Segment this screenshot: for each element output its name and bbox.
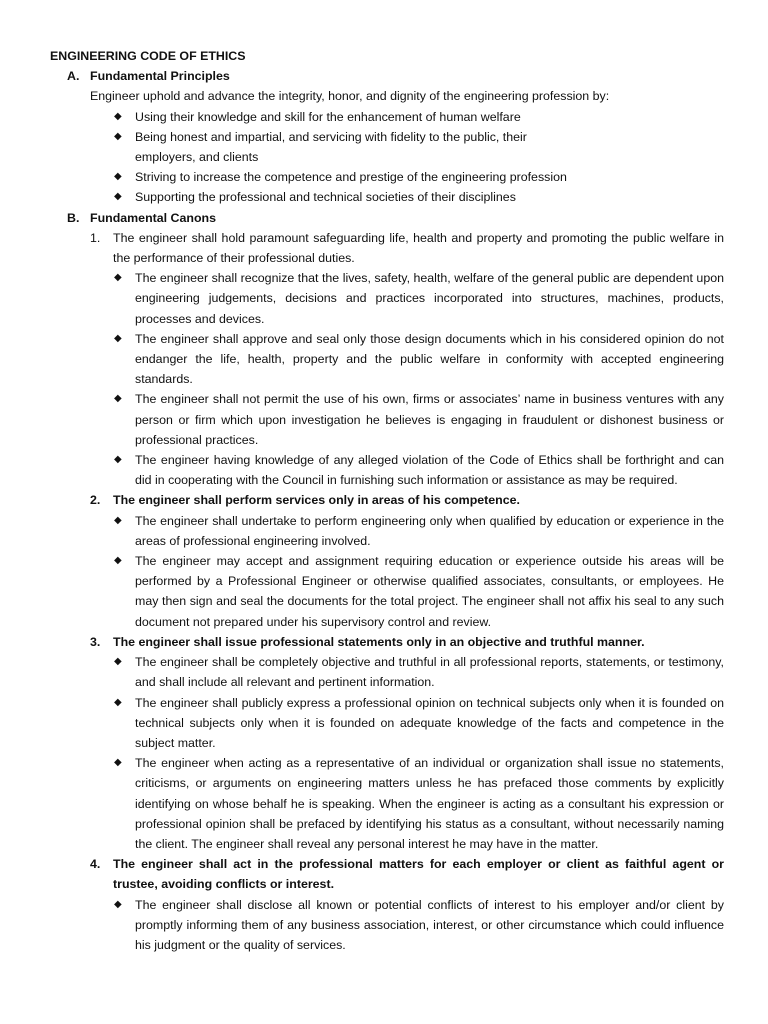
canon-1-list — [0, 268, 768, 490]
list-item: ◆ Being honest and impartial, and servicing with fidelity to the public, their employers, and clients — [135, 127, 568, 167]
list-item: ◆ The engineer shall not permit the use of his own, firms or associates’ name in business ventures with any person or firm which upon investigation he believes is engaging in fraudulent or dishonest business or professional practices. — [135, 389, 724, 450]
canon-1 — [90, 228, 724, 268]
canon-number: 4. — [90, 857, 101, 872]
canon-text: The engineer shall hold paramount safeguarding life, health and property and promoting the public welfare in the performance of their professional duties. — [113, 230, 724, 266]
document-page — [0, 46, 768, 955]
list-item: ◆ The engineer having knowledge of any alleged violation of the Code of Ethics shall be forthright and can did in cooperating with the Council in furnishing such information or assistance as may be required. — [135, 450, 724, 490]
list-item: ◆ Striving to increase the competence and prestige of the engineering profession — [135, 167, 568, 187]
diamond-bullet-icon: ◆ — [114, 514, 122, 526]
canon-number: 1. — [90, 230, 101, 245]
diamond-bullet-icon: ◆ — [114, 110, 122, 122]
list-item: ◆ The engineer when acting as a representative of an individual or organization shall issue no statements, criticisms, or arguments on engineering matters unless he has prefaced those comments by explicitly identifying on whose behalf he is speaking. When the engineer is acting as a consultant his expression or professional opinion shall be prefaced by identifying his status as a consultant, without necessarily naming the client. The engineer shall reveal any personal interest he may have in the matter. — [135, 753, 724, 854]
diamond-bullet-icon: ◆ — [114, 191, 122, 203]
diamond-bullet-icon: ◆ — [114, 130, 122, 142]
list-item: ◆ The engineer shall approve and seal only those design documents which in his considered opinion do not endanger the life, health, property and the public welfare in conformity with accepted engineering standards. — [135, 329, 724, 390]
section-a-title: Fundamental Principles — [90, 69, 230, 84]
section-a-intro: Engineer uphold and advance the integrity, honor, and dignity of the engineering profession by: — [90, 89, 610, 104]
section-a-heading — [67, 66, 768, 86]
diamond-bullet-icon: ◆ — [114, 332, 122, 344]
canon-2 — [90, 490, 724, 510]
canon-4-list — [0, 895, 768, 956]
list-item: ◆ The engineer may accept and assignment requiring education or experience outside his areas will be performed by a Professional Engineer or otherwise qualified associates, consultants, or employees. He may then sign and seal the documents for the total project. The engineer shall not affix his seal to any such document not prepared under his supervisory control and review. — [135, 551, 724, 632]
canon-3-list — [0, 652, 768, 854]
canon-text: The engineer shall act in the professional matters for each employer or client as faithful agent or trustee, avoiding conflicts or interest. — [113, 857, 724, 892]
diamond-bullet-icon: ◆ — [114, 272, 122, 284]
diamond-bullet-icon: ◆ — [114, 656, 122, 668]
diamond-bullet-icon: ◆ — [114, 393, 122, 405]
principles-list — [0, 107, 768, 208]
section-a-marker: A. — [67, 69, 80, 84]
section-b-heading — [67, 208, 768, 228]
canon-text: The engineer shall issue professional statements only in an objective and truthful manner. — [113, 634, 645, 649]
list-item: ◆ The engineer shall undertake to perform engineering only when qualified by education or experience in the areas of professional engineering involved. — [135, 511, 724, 551]
diamond-bullet-icon: ◆ — [114, 555, 122, 567]
diamond-bullet-icon: ◆ — [114, 696, 122, 708]
list-item: ◆ The engineer shall publicly express a professional opinion on technical subjects only when it is founded on technical subjects only when it is founded on adequate knowledge of the facts and competence in the subject matter. — [135, 693, 724, 754]
canon-number: 3. — [90, 634, 101, 649]
canon-text: The engineer shall perform services only in areas of his competence. — [113, 493, 520, 508]
list-item: ◆ The engineer shall be completely objective and truthful in all professional reports, statements, or testimony, and shall include all relevant and pertinent information. — [135, 652, 724, 692]
canon-4 — [90, 854, 724, 894]
list-item: ◆ Supporting the professional and technical societies of their disciplines — [135, 187, 568, 207]
diamond-bullet-icon: ◆ — [114, 757, 122, 769]
diamond-bullet-icon: ◆ — [114, 898, 122, 910]
document-title: ENGINEERING CODE OF ETHICS — [50, 49, 246, 63]
canon-2-list — [0, 511, 768, 632]
section-b-marker: B. — [67, 210, 80, 225]
diamond-bullet-icon: ◆ — [114, 171, 122, 183]
canon-number: 2. — [90, 493, 101, 508]
section-b-title: Fundamental Canons — [90, 210, 216, 225]
canon-3 — [90, 632, 724, 652]
list-item: ◆ The engineer shall disclose all known or potential conflicts of interest to his employer and/or client by promptly informing them of any business association, interest, or other circumstance which could influence his judgment or the quality of services. — [135, 895, 724, 956]
list-item: ◆ Using their knowledge and skill for the enhancement of human welfare — [135, 107, 568, 127]
list-item: ◆ The engineer shall recognize that the lives, safety, health, welfare of the general public are dependent upon engineering judgements, decisions and practices incorporated into structures, machines, products, processes and devices. — [135, 268, 724, 329]
diamond-bullet-icon: ◆ — [114, 454, 122, 466]
